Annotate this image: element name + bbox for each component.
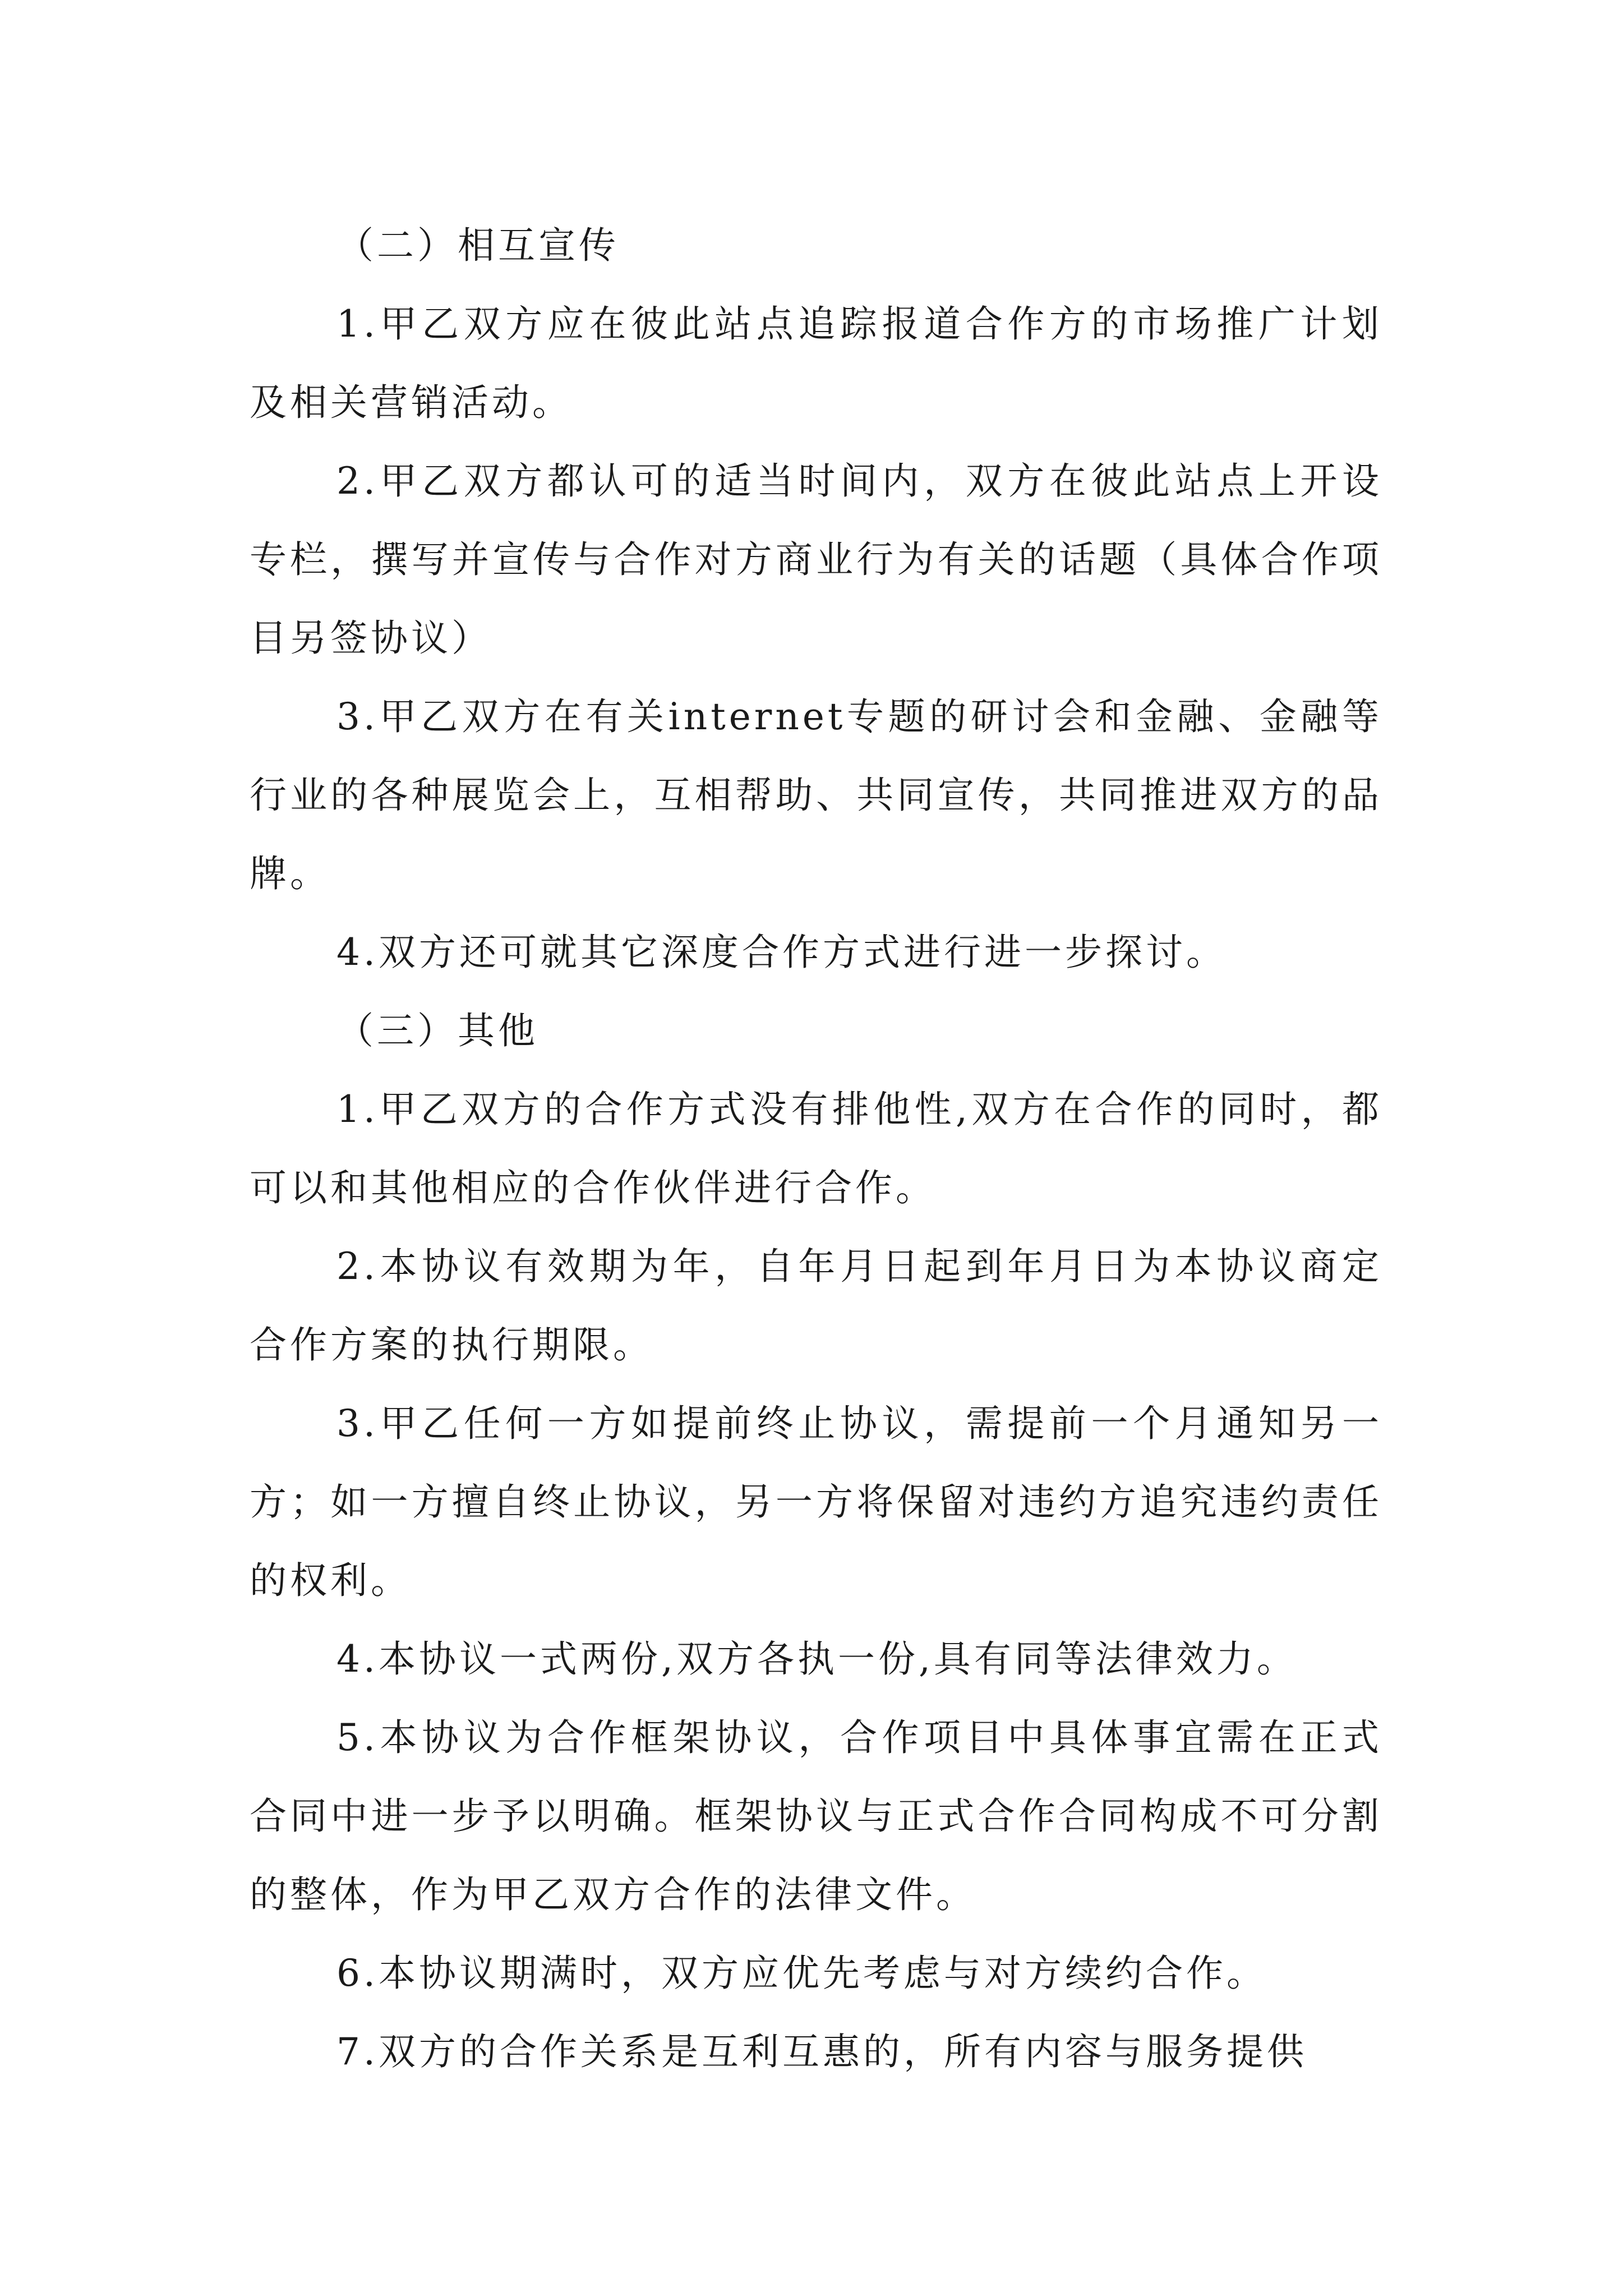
- section-3-item-6: 6.本协议期满时，双方应优先考虑与对方续约合作。: [336, 1952, 1267, 1995]
- section-2-item-1: 1.甲乙双方应在彼此站点追踪报道合作方的市场推广计划及相关营销活动。: [250, 302, 1382, 424]
- section-2-item-3: 3.甲乙双方在有关internet专题的研讨会和金融、金融等行业的各种展览会上，互相帮助、共同宣传，共同推进双方的品牌。: [250, 695, 1382, 895]
- section-3-item-2: 2.本协议有效期为年，自年月日起到年月日为本协议商定合作方案的执行期限。: [250, 1245, 1382, 1366]
- section-heading-mutual-promotion: （二）相互宣传: [336, 224, 619, 267]
- section-3-item-7: 7.双方的合作关系是互利互惠的，所有内容与服务提供: [336, 2030, 1307, 2073]
- document-body: [250, 206, 1382, 2091]
- section-3-item-3: 3.甲乙任何一方如提前终止协议，需提前一个月通知另一方；如一方擅自终止协议，另一方将保留对违约方追究违约责任的权利。: [250, 1402, 1382, 1602]
- section-3-item-5: 5.本协议为合作框架协议，合作项目中具体事宜需在正式合同中进一步予以明确。框架协议与正式合作合同构成不可分割的整体，作为甲乙双方合作的法律文件。: [250, 1716, 1382, 1916]
- section-3-item-1: 1.甲乙双方的合作方式没有排他性,双方在合作的同时，都可以和其他相应的合作伙伴进行合作。: [250, 1088, 1382, 1209]
- section-2-item-4: 4.双方还可就其它深度合作方式进行进一步探讨。: [336, 931, 1227, 974]
- section-heading-other: （三）其他: [336, 1009, 538, 1052]
- section-2-item-2: 2.甲乙双方都认可的适当时间内，双方在彼此站点上开设专栏，撰写并宣传与合作对方商业行为有关的话题（具体合作项目另签协议）: [250, 459, 1382, 660]
- section-3-item-4: 4.本协议一式两份,双方各执一份,具有同等法律效力。: [336, 1637, 1297, 1681]
